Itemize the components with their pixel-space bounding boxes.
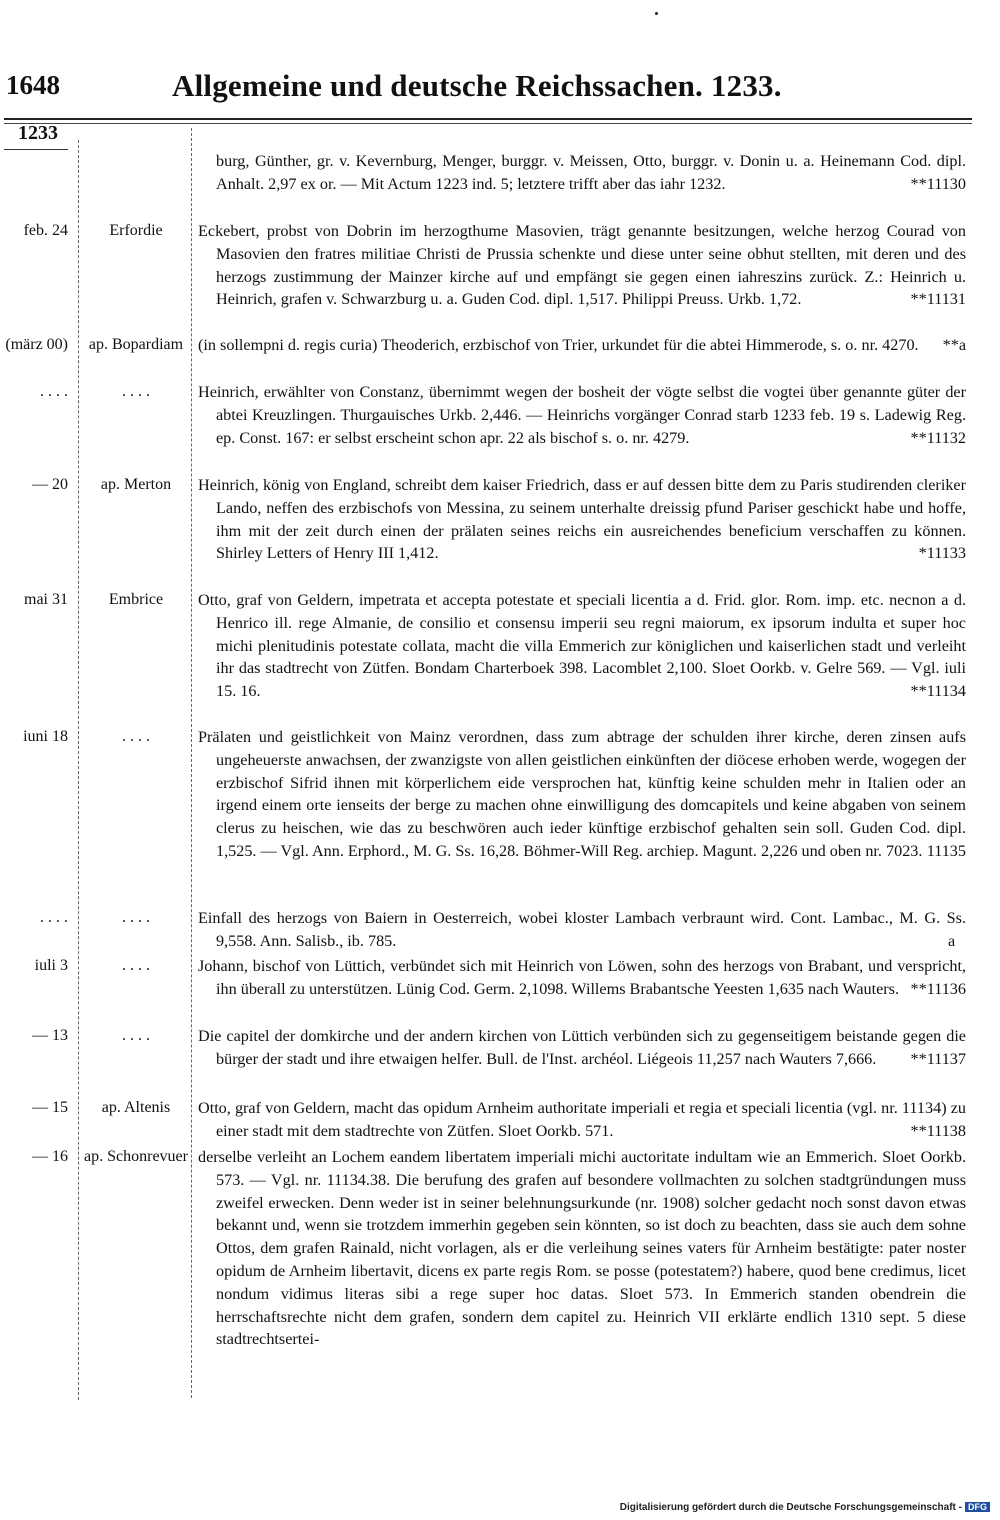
entry-reference-number: **11136 <box>910 979 966 998</box>
entry-place: . . . . <box>122 383 150 400</box>
entry-reference-number: 11135 <box>926 841 966 860</box>
column-divider-left <box>78 140 79 1400</box>
entry-body <box>198 150 966 196</box>
entry-place: ap. Merton <box>100 476 172 493</box>
entry-body <box>198 381 966 449</box>
page-number: 1648 <box>6 70 60 100</box>
entry-text: Einfall des herzogs von Baiern in Oesterreich, wobei kloster Lambach verbraunt wird. Cont. Lambac., M. G. Ss. 9,558. Ann. Salisb., ib. 785. <box>198 909 966 950</box>
entry-date: feb. 24 <box>23 222 68 239</box>
entry-body <box>198 1025 966 1071</box>
entry-date: — 16 <box>32 1148 68 1165</box>
header-rule-thin <box>4 123 972 124</box>
entry-text: derselbe verleiht an Lochem eandem libertatem imperiali michi auctoritate indultam wie an Emmerich. Sloet Oorkb. 573. — Vgl. nr. 11134.38. Die berufung des grafen auf besondere vollmachten zu solchen stadtgründungen muss zweifel erwecken. Denn weder ist in seiner belehnungsurkunde (nr. 1908) solcher gedacht noch sonst davon etwas bekannt und, wenn sie trotzdem immerhin gegeben sein könnten, so ist doch zu beachten, dass sie auch dem sohne Ottos, dem grafen Rainald, nicht vorlagen, als er die verleihung seines vaters für Arnheim bestätigte: pater noster opidum de Arnheim libertavit, dicens ex parte regis Rom. se posse (potestatem?) habere, quod bene credimus, licet nondum vidimus literas sibi a rege super hoc datas. Sloet 573. In Emmerich standen obendrein die herrschaftsrechte nicht dem grafen, sondern dem capitel zu. Heinrich VII erklärte endlich 1310 sept. 5 diese stadtrechtsertei- <box>198 1148 966 1349</box>
entry-body: Einfall des herzogs von Baiern in Oesterreich, wobei kloster Lambach verbraunt wird. Cont. Lambac., M. G. Ss. 9,558. Ann. Salisb., ib. 785. a <box>198 909 966 950</box>
entry-date: mai 31 <box>24 591 68 608</box>
entry-body <box>198 726 966 863</box>
entry-text: Eckebert, probst von Dobrin im herzogthume Masovien, trägt genannte besitzungen, welche herzog Courad von Masovien den fratres militiae Christi de Prussia schenkte und diese unter seine obhut stellten, mit deren und des herzogs zustimmung der Mainzer kirche auf und empfängt sie gegen einen iahreszins zurück. Z.: Heinrich u. Heinrich, grafen v. Schwarzburg u. a. Guden Cod. dipl. 1,517. Philippi Preuss. Urkb. 1,72. <box>198 222 966 309</box>
entry-reference-number: **11137 <box>910 1049 966 1068</box>
scan-speck <box>655 12 658 15</box>
entry-date: . . . . <box>40 383 68 400</box>
entry-text: Heinrich, erwählter von Constanz, übernimmt wegen der bosheit der vögte selbst die vogtei über genannte güter der abtei Kreuzlingen. Thurgauisches Urkb. 2,446. — Heinrichs vorgänger Conrad starb 1233 feb. 19 s. Ladewig Reg. ep. Const. 167: er selbst erscheint schon apr. 22 als bischof s. o. nr. 4279. <box>198 383 966 447</box>
entry-reference-number: **11134 <box>910 682 966 701</box>
entry-date: . . . . <box>40 909 68 926</box>
entry-text: Johann, bischof von Lüttich, verbündet sich mit Heinrich von Löwen, sohn des herzogs von Brabant, und verspricht, ihn überall zu unterstützen. Lünig Cod. Germ. 2,1098. Willems Brabantsche Yeesten 1,635 nach Wauters. <box>198 957 966 998</box>
entry-text: Otto, graf von Geldern, macht das opidum Arnheim authoritate imperiali et regia et speciali licentia (vgl. nr. 11134) zu einer stadt mit dem stadtrechte von Zütfen. Sloet Oorkb. 571. <box>198 1099 966 1140</box>
entry-body <box>198 955 966 1001</box>
year-underline <box>4 149 68 150</box>
entry-body <box>198 1146 966 1351</box>
entry-body <box>198 334 966 357</box>
entry-place: Erfordie <box>109 222 163 239</box>
entry-place: . . . . <box>122 1027 150 1044</box>
entry-place: ap. Schonrevuer <box>84 1148 188 1165</box>
entry-reference-number: **11132 <box>910 428 966 447</box>
entry-body <box>198 589 966 703</box>
entry-date: — 15 <box>32 1099 68 1116</box>
entry-place: ap. Bopardiam <box>88 336 184 353</box>
entry-date: — 13 <box>32 1027 68 1044</box>
digitization-credit-text: Digitalisierung gefördert durch die Deutsche Forschungsgemeinschaft - <box>619 1502 962 1513</box>
entry-body <box>198 474 966 565</box>
entry-reference-number: **a <box>942 336 966 354</box>
entry-place: . . . . <box>122 957 150 974</box>
entry-date: — 20 <box>32 476 68 493</box>
header-rule-thick <box>4 118 972 120</box>
entry-text: burg, Günther, gr. v. Kevernburg, Menger, burggr. v. Meissen, Otto, burggr. v. Donin u. a. Heinemann Cod. dipl. Anhalt. 2,97 ex or. — Mit Actum 1223 ind. 5; letztere trifft aber das iahr 1232. <box>216 152 966 193</box>
entry-reference-number: *11133 <box>918 544 966 563</box>
entry-date: (märz 00) <box>5 336 68 353</box>
entry-body <box>198 220 966 311</box>
page-title: Allgemeine und deutsche Reichssachen. 1233. <box>172 68 782 103</box>
entry-place: . . . . <box>122 728 150 745</box>
entry-text: Otto, graf von Geldern, impetrata et accepta potestate et speciali licentia a d. Frid. glor. Rom. imp. etc. necnon a d. Henrico ill. rege Almanie, de consilio et consensu imperii seu regni maiorum, ex ipsorum indulta et super hoc michi plenitudinis potestate collata, macht die villa Emmerich zur königlichen und kaiserlichen stadt und verleiht ihr das stadtrecht von Zütfen. Bondam Charterboek 398. Lacomblet 2,100. Sloet Oorkb. v. Gelre 569. — Vgl. iuli 15. 16. <box>198 591 966 701</box>
entry-text: (in sollempni d. regis curia) Theoderich, erzbischof von Trier, urkundet für die abtei Himmerode, s. o. nr. 4270. <box>198 336 919 354</box>
entry-date: iuni 18 <box>23 728 68 745</box>
year-heading: 1233 <box>18 122 58 144</box>
column-divider-right <box>191 128 192 1398</box>
entry-place: ap. Altenis <box>101 1099 171 1116</box>
entry-text: Heinrich, könig von England, schreibt dem kaiser Friedrich, dass er auf dessen bitte dem zu Paris studirenden cleriker Lando, neffen des erzbischofs von Messina, zu seinem unterhalte dreissig pfund Pariser geschickt habe und hoffe, ihm mit der zeit durch einen der prälaten seines reichs ein ausreichendes beneficium verschaffen zu können. Shirley Letters of Henry III 1,412. <box>198 476 966 563</box>
entry-date: iuli 3 <box>34 957 68 974</box>
entry-reference-number: **11131 <box>910 290 966 309</box>
entry-place: Embrice <box>108 591 164 608</box>
dfg-logo: DFG <box>965 1502 990 1512</box>
entry-reference-number: **11130 <box>910 174 966 193</box>
entry-text: Prälaten und geistlichkeit von Mainz verordnen, dass zum abtrage der schulden ihrer kirche, deren zinsen aufs ungeheuerste anwachsen, der zwanzigste von allen geistlichen einkünften der diöcese erhoben werde, wogegen der erzbischof Sifrid ihnen mit körperlichem eide versprochen hat, künftig keine schulden mehr in Italien oder an irgend einem orte ienseits der berge zu machen ohne einwilligung des domcapitels und keine abgaben von seinem clerus zu heischen, wie das zu beschwören auch ieder künftige erzbischof gehalten sein soll. Guden Cod. dipl. 1,525. — Vgl. Ann. Erphord., M. G. Ss. 16,28. Böhmer-Will Reg. archiep. Magunt. 2,226 und oben nr. 7023. <box>198 728 966 860</box>
digitization-credit <box>620 1502 990 1513</box>
entry-reference-number: **11138 <box>910 1121 966 1140</box>
entry-body <box>198 1097 966 1143</box>
entry-place: . . . . <box>122 909 150 926</box>
entry-text: Die capitel der domkirche und der andern kirchen von Lüttich verbünden sich zu gegenseitigem beistande gegen die bürger der stadt und ihre etwaigen helfer. Bull. de l'Inst. archéol. Liégeois 11,257 nach Wauters 7,666. <box>198 1027 966 1068</box>
